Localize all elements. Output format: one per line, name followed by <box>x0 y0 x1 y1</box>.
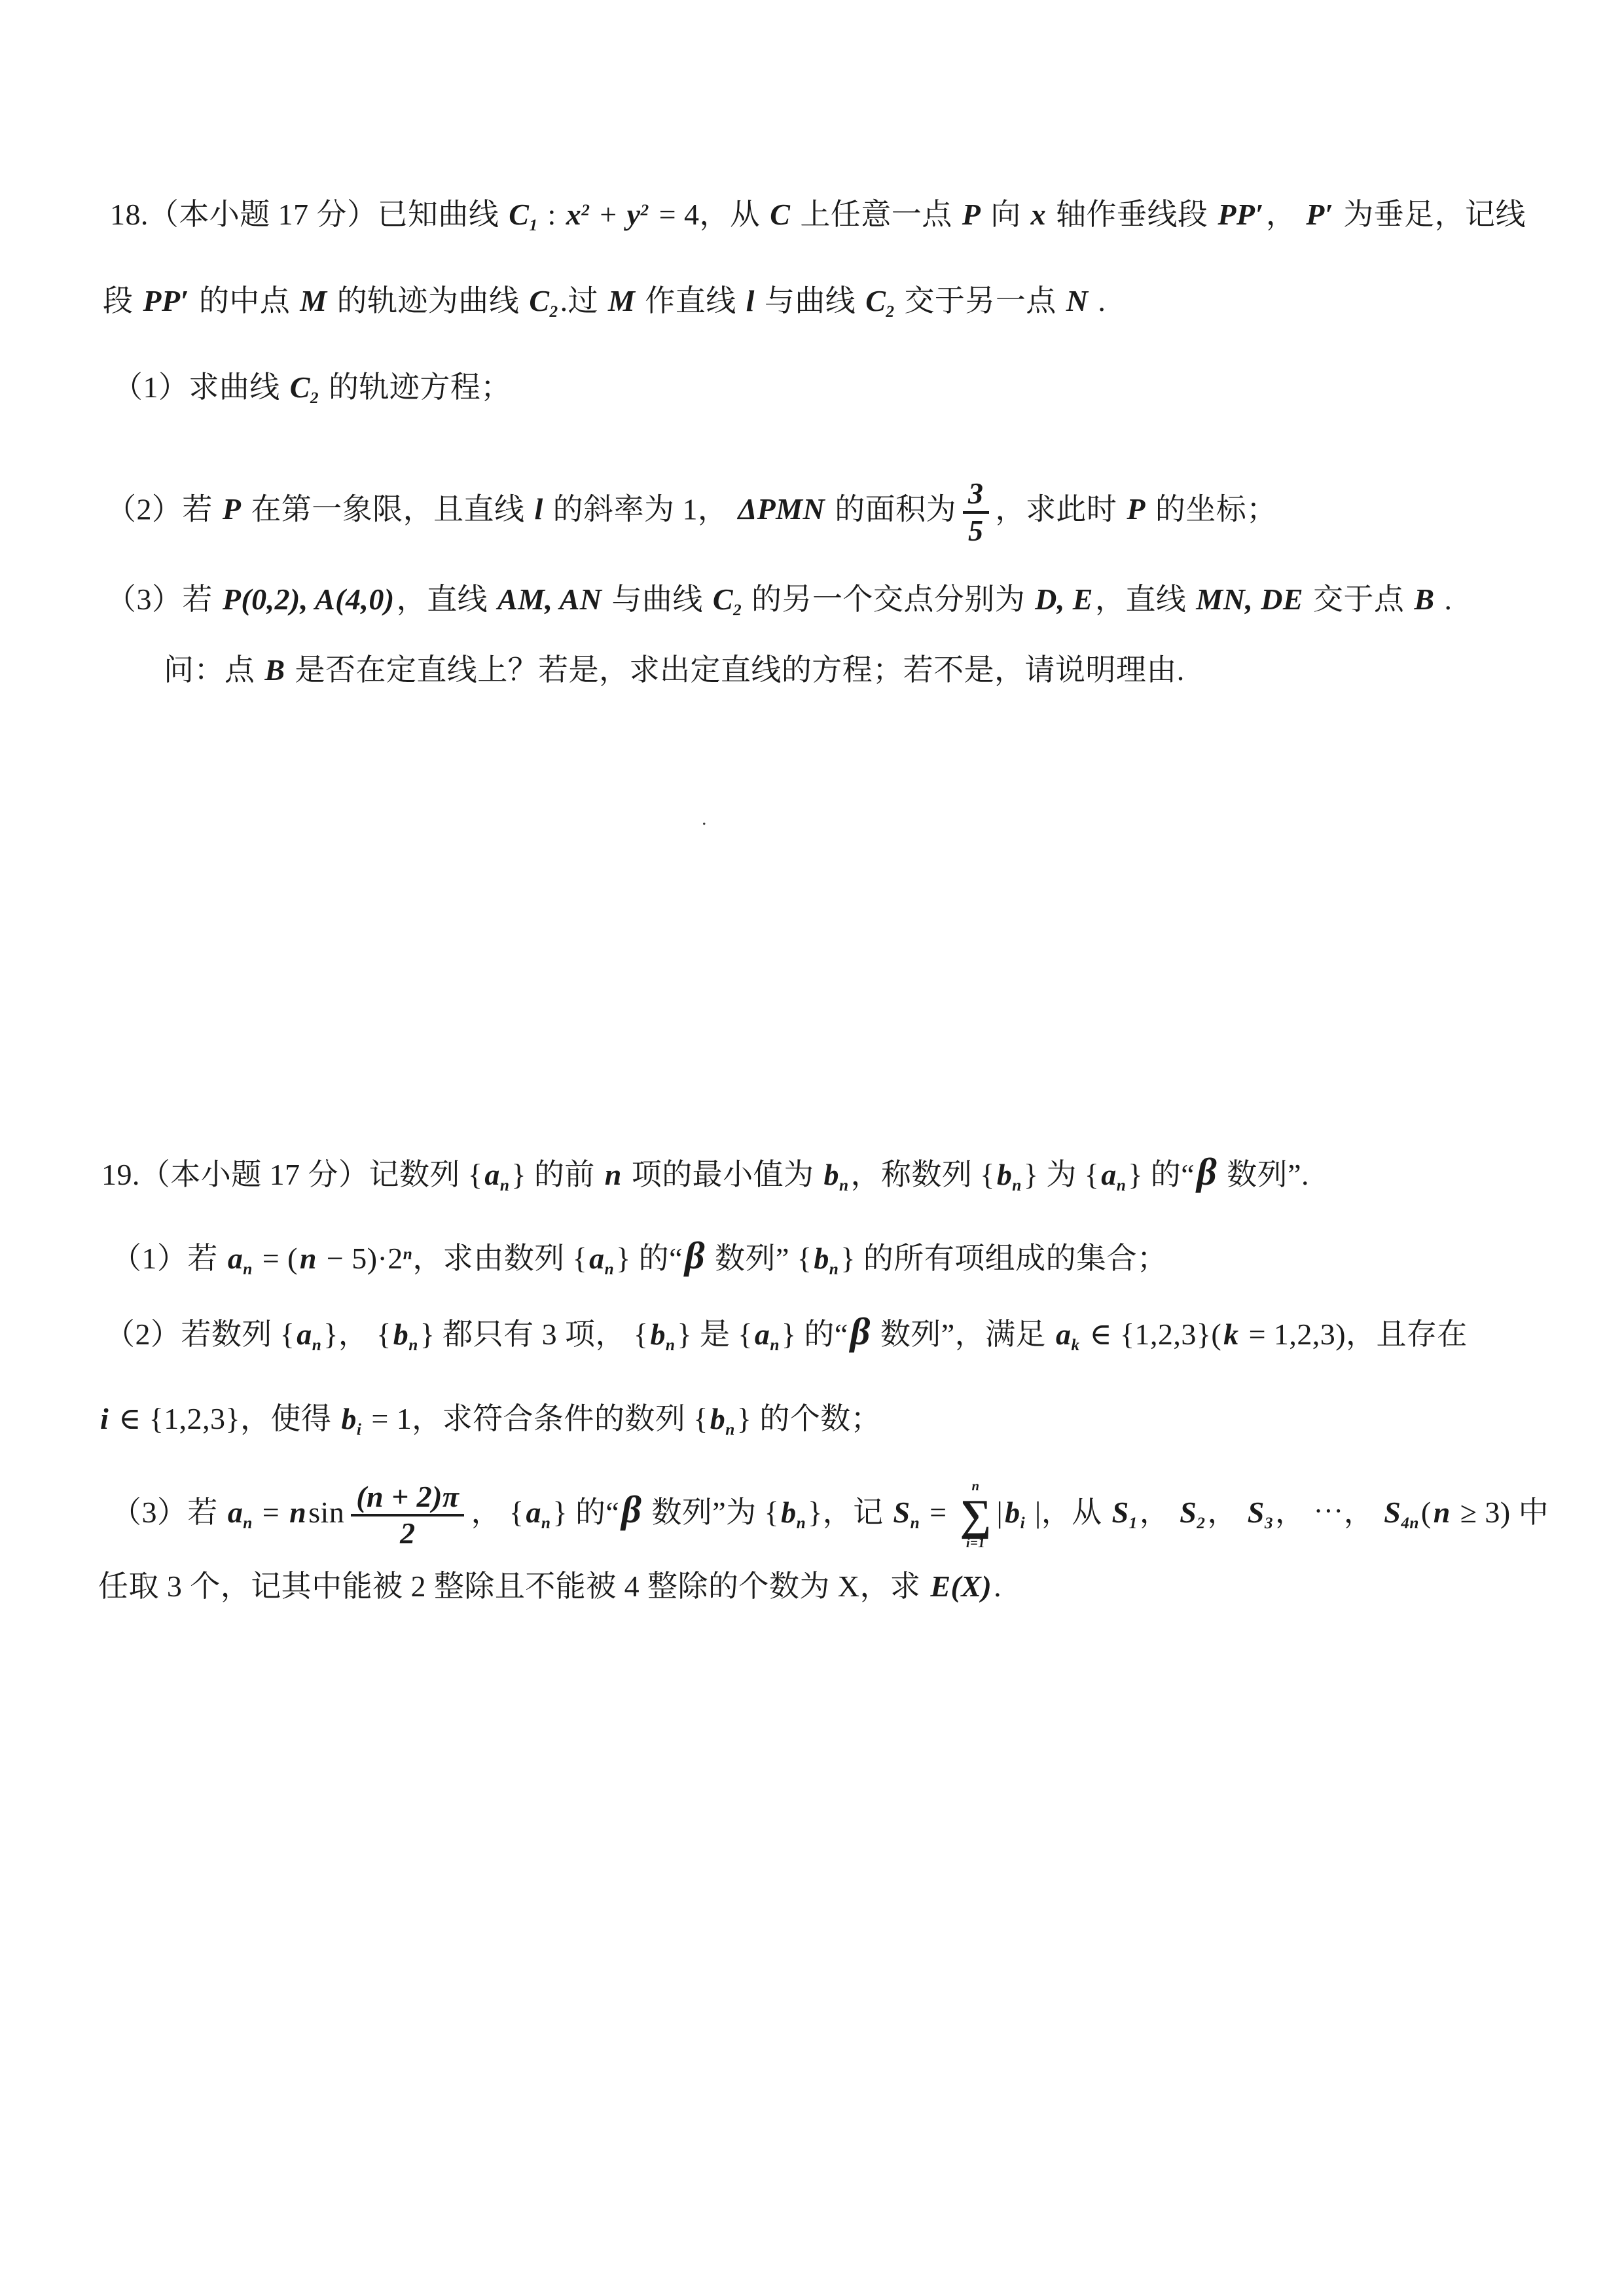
math-variable: $a_n$ <box>227 1496 253 1532</box>
text-run: = <box>922 1496 955 1530</box>
text-run: 上任意一点 <box>792 198 960 231</box>
text-run: 19.（本小题 17 分）记数列 { <box>101 1158 483 1191</box>
text-run: ， <box>1139 1496 1178 1530</box>
text-run: 的轨迹为曲线 <box>329 284 528 317</box>
text-run: 数列”. <box>1219 1158 1309 1191</box>
math-variable: l <box>746 284 755 317</box>
q18-part-1 <box>113 368 511 407</box>
math-variable: β <box>621 1488 642 1532</box>
math-variable: $S_1$ <box>1111 1496 1138 1532</box>
text-run: = ( <box>254 1242 298 1275</box>
math-variable: MN, DE <box>1196 583 1304 616</box>
text-run: 数列” { <box>707 1242 812 1275</box>
text-run: 的另一个交点分别为 <box>744 583 1034 616</box>
math-variable: D, E <box>1035 583 1093 616</box>
math-variable: AM, AN <box>497 583 602 616</box>
text-run: 的斜率为 1， <box>545 492 736 526</box>
math-variable: $a_n$ <box>297 1318 322 1354</box>
scan-artifact-dot: . <box>702 808 707 829</box>
math-variable: $a_n$ <box>1101 1158 1127 1194</box>
text-run: = <box>254 1496 288 1530</box>
math-variable: P′ <box>1306 198 1334 231</box>
text-run: } 都只有 3 项， { <box>420 1318 649 1351</box>
text-run: } 的“ <box>552 1496 620 1530</box>
text-run: } 的个数； <box>736 1402 882 1435</box>
text-run: ， ⋯， <box>1274 1496 1382 1530</box>
text-run: 任取 3 个，记其中能被 2 整除且不能被 4 整除的个数为 X，求 <box>98 1570 929 1603</box>
math-variable: P <box>962 198 981 231</box>
text-run: }，记 <box>808 1496 892 1530</box>
text-run: | <box>996 1496 1003 1530</box>
math-variable: $C_2$ <box>289 370 319 407</box>
math-variable: $a_k$ <box>1055 1318 1080 1354</box>
text-run: 轴作垂线段 <box>1048 198 1216 231</box>
q18-part-3-question <box>164 651 1185 690</box>
text-run: } 的前 <box>511 1158 603 1191</box>
math-variable: $C_2$ <box>865 284 895 321</box>
text-run: ，求此时 <box>995 492 1125 526</box>
math-variable: B <box>264 653 285 687</box>
text-run: .过 <box>560 284 606 317</box>
math-variable: PP′ <box>1218 198 1264 231</box>
text-run: 段 <box>103 284 141 317</box>
text-run: ，直线 <box>1094 583 1195 616</box>
text-run: sin <box>308 1496 345 1530</box>
text-run: ≥ 3) 中 <box>1452 1496 1549 1530</box>
text-run: ∈ {1,2,3}( <box>1081 1318 1222 1351</box>
text-run: 数列”为 { <box>643 1496 780 1530</box>
q19-part-2-line-2 <box>98 1399 881 1439</box>
math-variable: N <box>1066 284 1089 317</box>
q19-part-1 <box>111 1230 1167 1282</box>
math-variable: x <box>1030 198 1047 231</box>
math-variable: i <box>100 1402 109 1435</box>
text-run: . <box>994 1570 1002 1603</box>
math-variable: $x^2$ <box>566 198 590 231</box>
text-run: = 1,2,3)，且存在 <box>1240 1318 1468 1351</box>
text-run: 数列”，满足 <box>872 1318 1054 1351</box>
text-run: （1）求曲线 <box>113 370 288 404</box>
q18-intro-line-1 <box>110 195 1526 234</box>
q18-part-2 <box>106 476 1277 548</box>
text-run: 交于点 <box>1305 583 1413 616</box>
math-variable: E(X) <box>930 1570 992 1603</box>
fraction: $\frac{3}{5}$ <box>963 476 988 548</box>
math-variable: $b_n$ <box>781 1496 806 1532</box>
text-run: } 的所有项组成的集合； <box>840 1242 1168 1275</box>
text-run: 的坐标； <box>1147 492 1277 526</box>
math-variable: $b_n$ <box>650 1318 676 1354</box>
math-variable: PP′ <box>143 284 189 317</box>
text-run: 为垂足，记线 <box>1335 198 1526 231</box>
math-variable: β <box>684 1234 706 1277</box>
text-run: ， <box>1265 198 1305 231</box>
math-variable: β <box>850 1310 871 1353</box>
text-run: 的轨迹方程； <box>321 370 511 404</box>
math-variable: B <box>1414 583 1435 616</box>
math-variable: k <box>1223 1318 1239 1351</box>
text-run: . <box>1090 284 1106 317</box>
math-variable: $a_n$ <box>526 1496 551 1532</box>
text-run: : <box>539 198 564 231</box>
text-run: 项的最小值为 <box>623 1158 822 1191</box>
math-variable: $S_2$ <box>1180 1496 1206 1532</box>
math-variable: $S_n$ <box>893 1496 920 1532</box>
text-run: （3）若 <box>111 1496 226 1530</box>
math-variable: l <box>534 492 543 526</box>
math-variable: $y^2$ <box>626 198 649 231</box>
text-run: } 为 { <box>1023 1158 1100 1191</box>
math-variable: $b_i$ <box>341 1402 362 1439</box>
text-run: } 是 { <box>677 1318 753 1351</box>
q19-part-3-line-1 <box>111 1479 1549 1552</box>
q19-part-2-line-1 <box>105 1306 1468 1357</box>
text-run: 在第一象限，且直线 <box>243 492 533 526</box>
text-run: 18.（本小题 17 分）已知曲线 <box>110 198 507 231</box>
math-variable: C <box>770 198 791 231</box>
text-run: 与曲线 <box>604 583 711 616</box>
math-variable: $S_3$ <box>1247 1496 1273 1532</box>
text-run: 作直线 <box>637 284 744 317</box>
summation: n ∑ i=1 <box>960 1479 992 1551</box>
q18-part-3 <box>106 580 1452 619</box>
math-variable: ΔPMN <box>738 492 825 526</box>
text-run: （1）若 <box>111 1242 226 1275</box>
math-variable: $a_n$ <box>754 1318 780 1354</box>
text-run: 是否在定直线上？若是，求出定直线的方程；若不是，请说明理由. <box>287 653 1185 687</box>
text-run: |，从 <box>1027 1496 1110 1530</box>
text-run: （3）若 <box>106 583 221 616</box>
text-run: 的中点 <box>190 284 298 317</box>
fraction: $\frac{(n + 2)\pi}{2}$ <box>351 1480 464 1552</box>
q19-intro-line <box>101 1147 1309 1198</box>
text-run: 交于另一点 <box>896 284 1064 317</box>
text-run: ， { <box>471 1496 524 1530</box>
math-variable: $a_n$ <box>589 1242 615 1278</box>
math-variable: $b_n$ <box>814 1242 839 1278</box>
math-variable: P <box>222 492 242 526</box>
text-run: 的面积为 <box>827 492 957 526</box>
text-run: 与曲线 <box>756 284 864 317</box>
math-variable: β <box>1197 1150 1218 1193</box>
math-variable: $a_n$ <box>484 1158 510 1194</box>
math-variable: $b_n$ <box>393 1318 418 1354</box>
text-run: }， { <box>323 1318 391 1351</box>
text-run: ∈ {1,2,3}，使得 <box>111 1402 340 1435</box>
math-variable: P <box>1127 492 1146 526</box>
math-variable: M <box>300 284 327 317</box>
text-run: （2）若数列 { <box>105 1318 295 1351</box>
math-variable: $S_{4n}$ <box>1384 1496 1419 1532</box>
q18-intro-line-2 <box>103 281 1106 321</box>
q19-part-3-line-2 <box>98 1567 1001 1606</box>
math-variable: n <box>299 1242 317 1275</box>
text-run: } 的“ <box>616 1242 683 1275</box>
math-variable: P(0,2), A(4,0) <box>222 583 395 616</box>
text-run: . <box>1436 583 1453 616</box>
math-variable: $b_n$ <box>996 1158 1022 1194</box>
math-variable: n <box>604 1158 622 1191</box>
text-run: ，直线 <box>396 583 496 616</box>
math-variable: $b_n$ <box>710 1402 735 1439</box>
math-variable: $a_n$ <box>227 1242 253 1278</box>
text-run: ，称数列 { <box>850 1158 995 1191</box>
math-variable: $b_i$ <box>1005 1496 1026 1532</box>
math-variable: $C_2$ <box>529 284 558 321</box>
math-variable: $C_2$ <box>712 583 742 619</box>
text-run: − $5)\cdot 2^n$ <box>318 1242 413 1275</box>
math-variable: M <box>607 284 636 317</box>
math-variable: n <box>1433 1496 1451 1530</box>
math-variable: n <box>289 1496 307 1530</box>
text-run: 问：点 <box>164 653 263 687</box>
text-run: ，求由数列 { <box>412 1242 588 1275</box>
math-variable: $b_n$ <box>823 1158 849 1194</box>
text-run: } 的“ <box>781 1318 848 1351</box>
math-variable: $C_1$ <box>509 198 538 234</box>
text-run: 向 <box>983 198 1029 231</box>
text-run: ， <box>1207 1496 1246 1530</box>
text-run: = 4，从 <box>651 198 768 231</box>
text-run: ( <box>1420 1496 1432 1530</box>
text-run: } 的“ <box>1128 1158 1195 1191</box>
text-run: + <box>592 198 625 231</box>
text-run: = 1，求符合条件的数列 { <box>363 1402 708 1435</box>
text-run: （2）若 <box>106 492 221 526</box>
